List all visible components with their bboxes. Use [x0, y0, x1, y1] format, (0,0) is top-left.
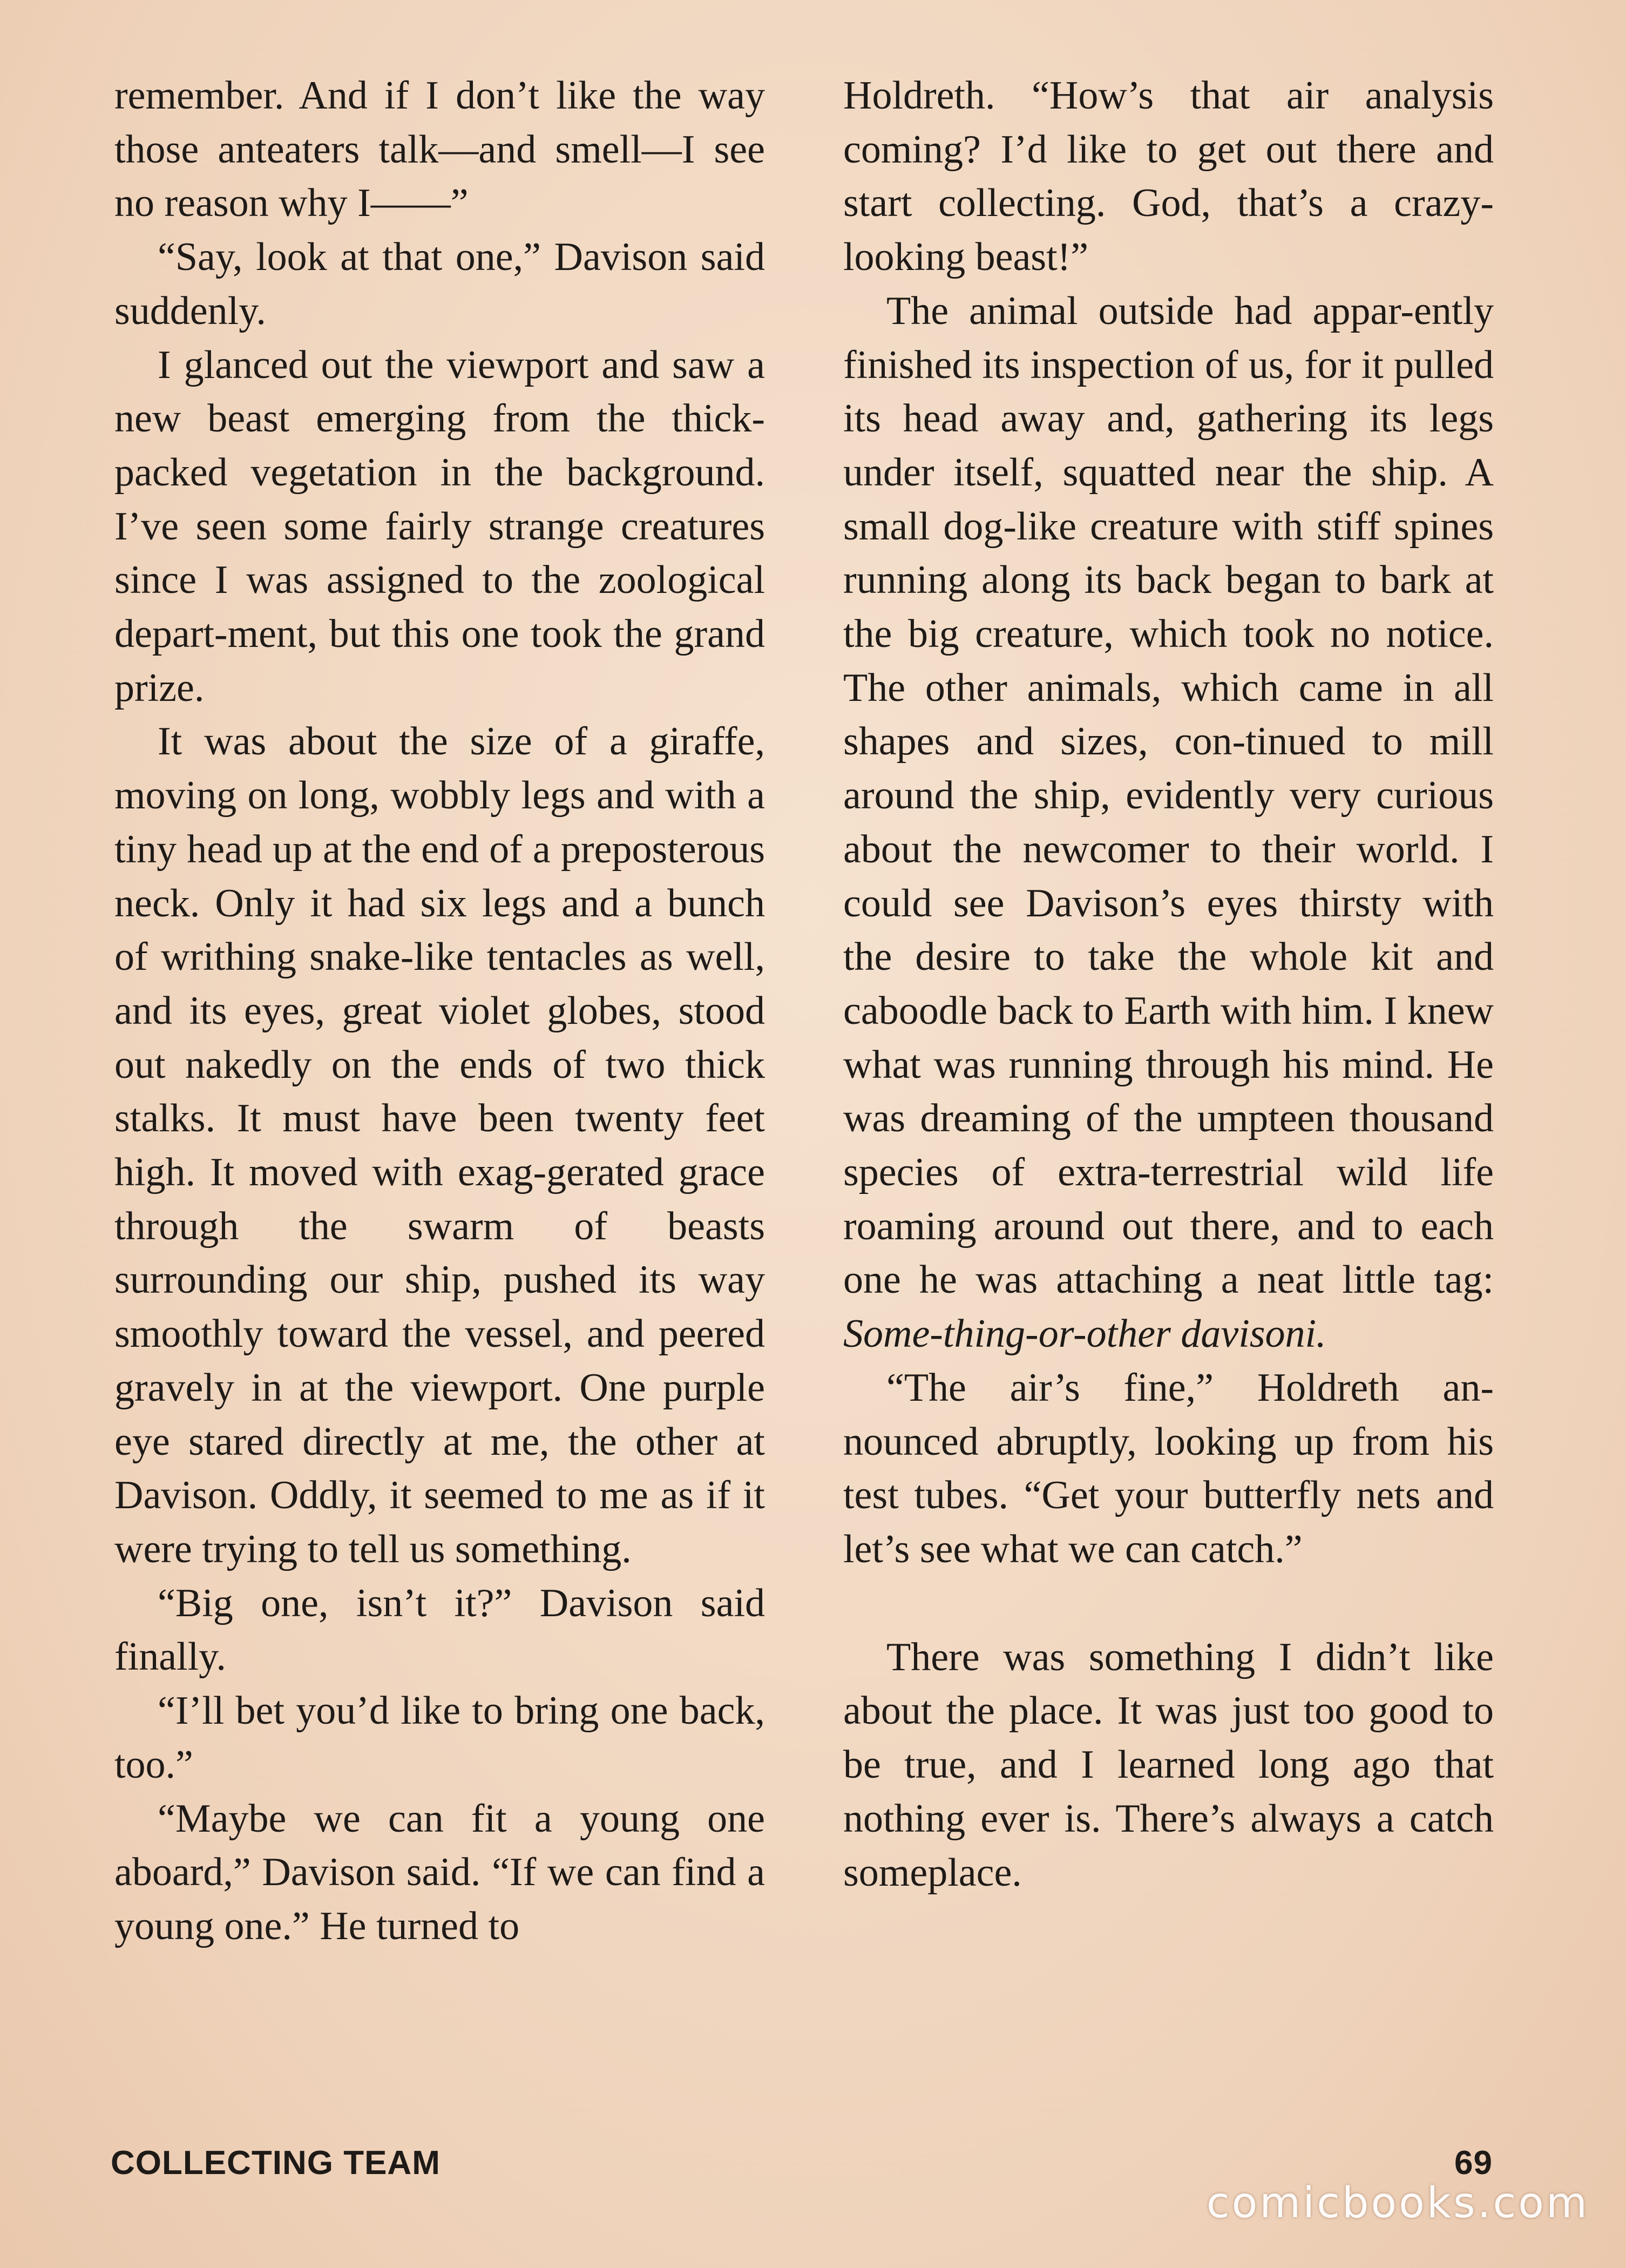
paragraph: “Say, look at that one,” Davison said suddenly.	[114, 235, 765, 333]
paragraph: “The air’s fine,” Holdreth an-nounced abruptly, looking up from his test tubes. “Get your butterfly nets and let’s see what we can catch.”	[843, 1365, 1494, 1571]
running-title: COLLECTING TEAM	[111, 2144, 441, 2182]
italic-species-name: Some-thing-or-other davisoni.	[843, 1312, 1326, 1356]
page-number: 69	[1454, 2144, 1493, 2182]
paragraph: Holdreth. “How’s that air analysis coming? I’d like to get out there and start collecting. God, that’s a crazy-looking beast!”	[843, 73, 1494, 280]
watermark: comicbooks.com	[1206, 2179, 1589, 2228]
text-column-left	[114, 69, 765, 1954]
paragraph: “I’ll bet you’d like to bring one back, too.”	[114, 1689, 765, 1787]
paragraph: I glanced out the viewport and saw a new beast emerging from the thick-packed vegetation in the background. I’ve seen some fairly strange creatures since I was assigned to the zoological depart-ment, but this one took the grand prize.	[114, 342, 765, 710]
text-column-right	[843, 69, 1494, 1900]
paragraph: “Maybe we can fit a young one aboard,” Davison said. “If we can find a young one.” He turned to	[114, 1796, 765, 1948]
paragraph: remember. And if I don’t like the way those anteaters talk—and smell—I see no reason why I——”	[114, 73, 765, 226]
paragraph: “Big one, isn’t it?” Davison said finally.	[114, 1581, 765, 1679]
paragraph	[843, 285, 1494, 1361]
paragraph-text: The animal outside had appar-ently finished its inspection of us, for it pulled its head away and, gathering its legs under itself, squatted near the ship. A small dog-like creature with stiff spines running along its back began to bark at the big creature, which took no notice. The other animals, which came in all shapes and sizes, con-tinued to mill around the ship, evidently very curious about the newcomer to their world. I could see Davison’s eyes thirsty with the desire to take the whole kit and caboodle back to Earth with him. I knew what was running through his mind. He was dreaming of the umpteen thousand species of extra-terrestrial wild life roaming around out there, and to each one he was attaching a neat little tag:	[843, 288, 1494, 1302]
paragraph: It was about the size of a giraffe, moving on long, wobbly legs and with a tiny head up at the end of a preposterous neck. Only it had six legs and a bunch of writhing snake-like tentacles as well, and its eyes, great violet globes, stood out nakedly on the ends of two thick stalks. It must have been twenty feet high. It moved with exag-gerated grace through the swarm of beasts surrounding our ship, pushed its way smoothly toward the vessel, and peered gravely in at the viewport. One purple eye stared directly at me, the other at Davison. Oddly, it seemed to me as if it were trying to tell us something.	[114, 719, 765, 1571]
paragraph: There was something I didn’t like about the place. It was just too good to be true, and I learned long ago that nothing ever is. There’s always a catch someplace.	[843, 1635, 1494, 1895]
